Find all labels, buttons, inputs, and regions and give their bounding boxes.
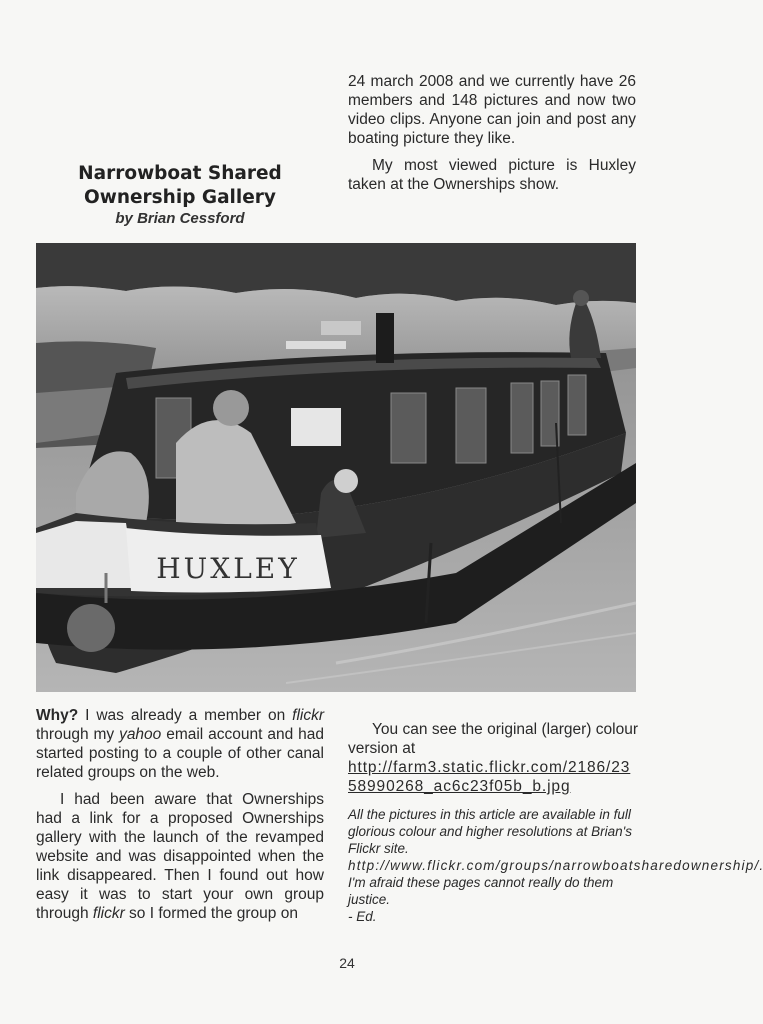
aware-text-a: I had been aware that Ownerships had a link for a proposed Ownerships gallery with the launch of the revamped website and was disappointed when the link disappeared. Then I found out how easy it was to start your own group through [36,791,324,922]
boat-name-text: HUXLEY [156,552,300,585]
yahoo-mention: yahoo [119,726,162,743]
aware-paragraph [36,790,324,923]
left-column [36,706,324,923]
why-text-c: email account and had started posting to a couple of other canal related groups on the web. [36,726,324,781]
article-header [40,162,320,228]
top-right-column [348,72,636,194]
flickr-mention: flickr [292,707,324,724]
flickr-mention-2: flickr [92,905,125,922]
title-line-2: Ownership Gallery [84,187,276,208]
credit-text-b: . I'm afraid these pages cannot really do them justice. [348,858,763,907]
top-right-paragraph: 24 march 2008 and we currently have 26 members and 148 pictures and now two video clips. Anyone can join and post any boating picture they like. [348,73,636,147]
why-paragraph [36,706,324,782]
credit-ed: - Ed. [348,909,377,924]
why-text-a: I was already a member on [78,707,293,724]
page-number: 24 [339,955,355,971]
photo-url-link[interactable]: http://farm3.static.flickr.com/2186/2358990268_ac6c23f05b_b.jpg [348,759,631,795]
right-column [348,720,763,925]
why-lead: Why? [36,707,79,724]
original-version-paragraph: You can see the original (larger) colour version at [348,721,638,757]
title-line-1: Narrowboat Shared [78,163,282,184]
why-text-b: through my [36,726,120,743]
byline: by Brian Cessford [115,210,245,227]
most-viewed-paragraph: My most viewed picture is Huxley taken at the Ownerships show. [348,157,636,193]
editor-credit [348,806,763,925]
article-title [40,162,320,210]
credit-text-a: All the pictures in this article are available in full glorious colour and higher resolutions at Brian's Flickr site. [348,807,632,856]
flickr-group-url[interactable]: http://www.flickr.com/groups/narrowboatsharedownership/ [348,858,760,873]
aware-text-b: so I formed the group on [124,905,298,922]
narrowboat-photo [36,243,636,692]
